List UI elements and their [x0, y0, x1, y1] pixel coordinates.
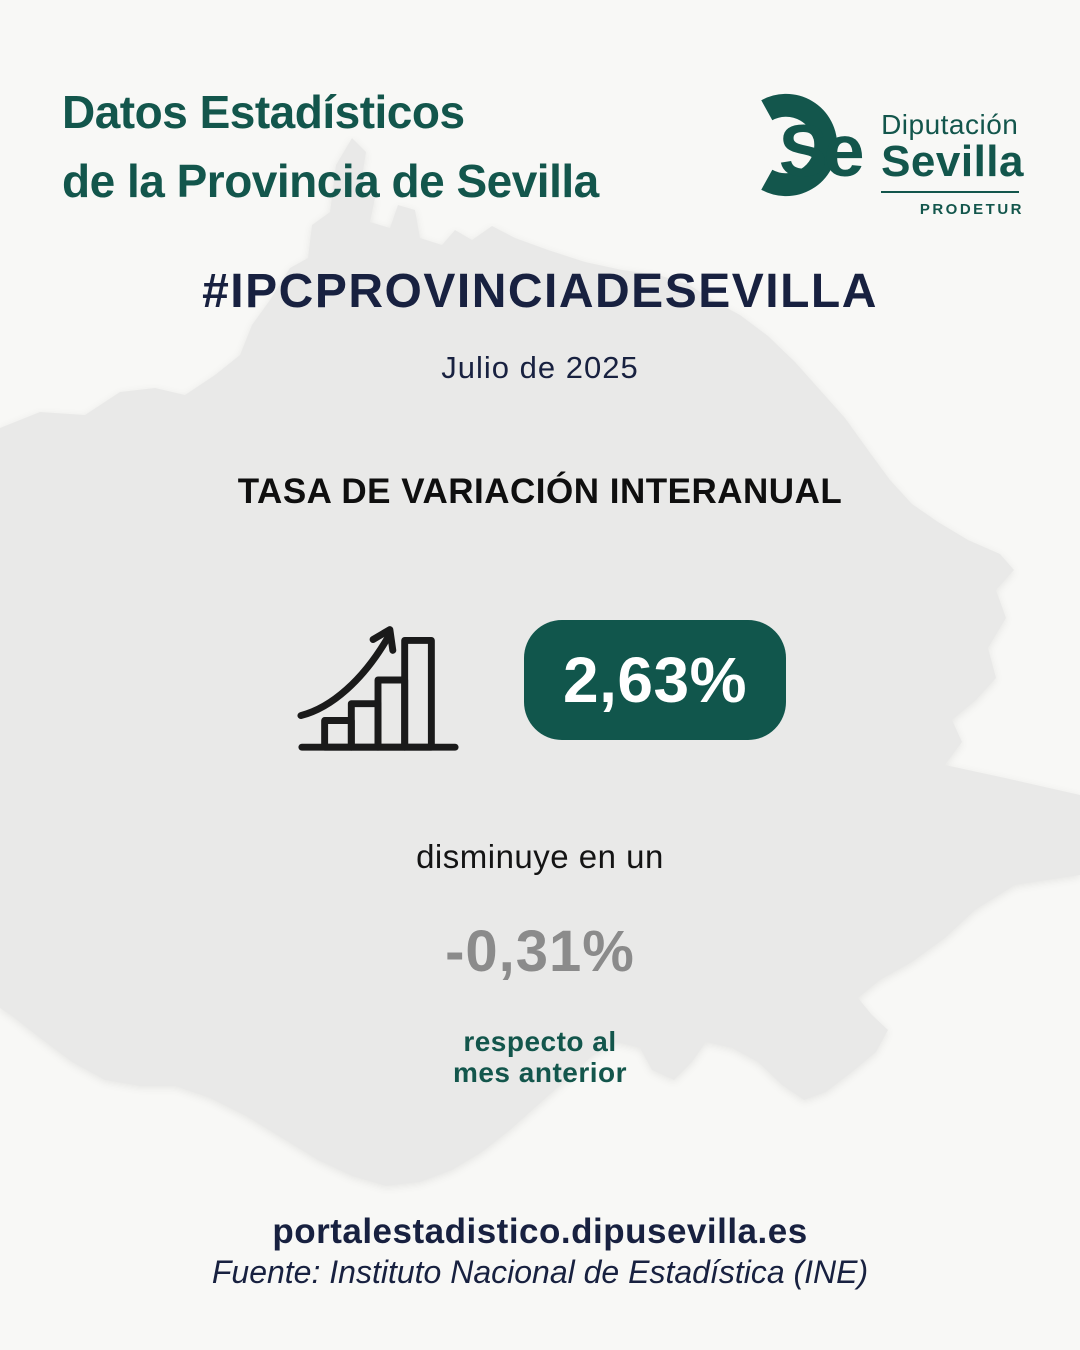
monthly-change-value: -0,31%: [445, 919, 635, 984]
monthly-change-note: [0, 1026, 1080, 1088]
annual-rate-value: 2,63%: [563, 644, 747, 716]
logo-org-label: Diputación: [881, 109, 1019, 140]
kpi-row: [0, 604, 1080, 756]
page-title: [62, 78, 599, 216]
logo-mark-text: Se: [778, 109, 861, 192]
section-title: TASA DE VARIACIÓN INTERANUAL: [237, 472, 843, 511]
hashtag-heading: #IPCPROVINCIADESEVILLA: [202, 265, 878, 318]
monthly-change-note-line2: mes anterior: [452, 1057, 628, 1088]
annual-rate-badge: [524, 620, 786, 740]
period-label: Julio de 2025: [441, 350, 639, 385]
monthly-change-intro: disminuye en un: [416, 838, 664, 875]
logo-name-label: Sevilla: [881, 137, 1024, 186]
logo-divider: [881, 191, 1019, 193]
monthly-change-note-line1: respecto al: [463, 1026, 617, 1057]
page-title-line1: Datos Estadísticos: [62, 86, 465, 138]
logo-wordmark: [881, 86, 1024, 218]
dse-logo-mark-icon: [739, 86, 873, 210]
portal-url: portalestadistico.dipusevilla.es: [272, 1212, 808, 1251]
logo-division-label: PRODETUR: [919, 201, 1024, 218]
page-title-line2: de la Provincia de Sevilla: [62, 155, 599, 207]
rising-bar-chart-icon: [294, 604, 462, 756]
source-attribution: Fuente: Instituto Nacional de Estadística (INE): [211, 1254, 869, 1290]
diputacion-sevilla-logo: [739, 86, 1024, 218]
